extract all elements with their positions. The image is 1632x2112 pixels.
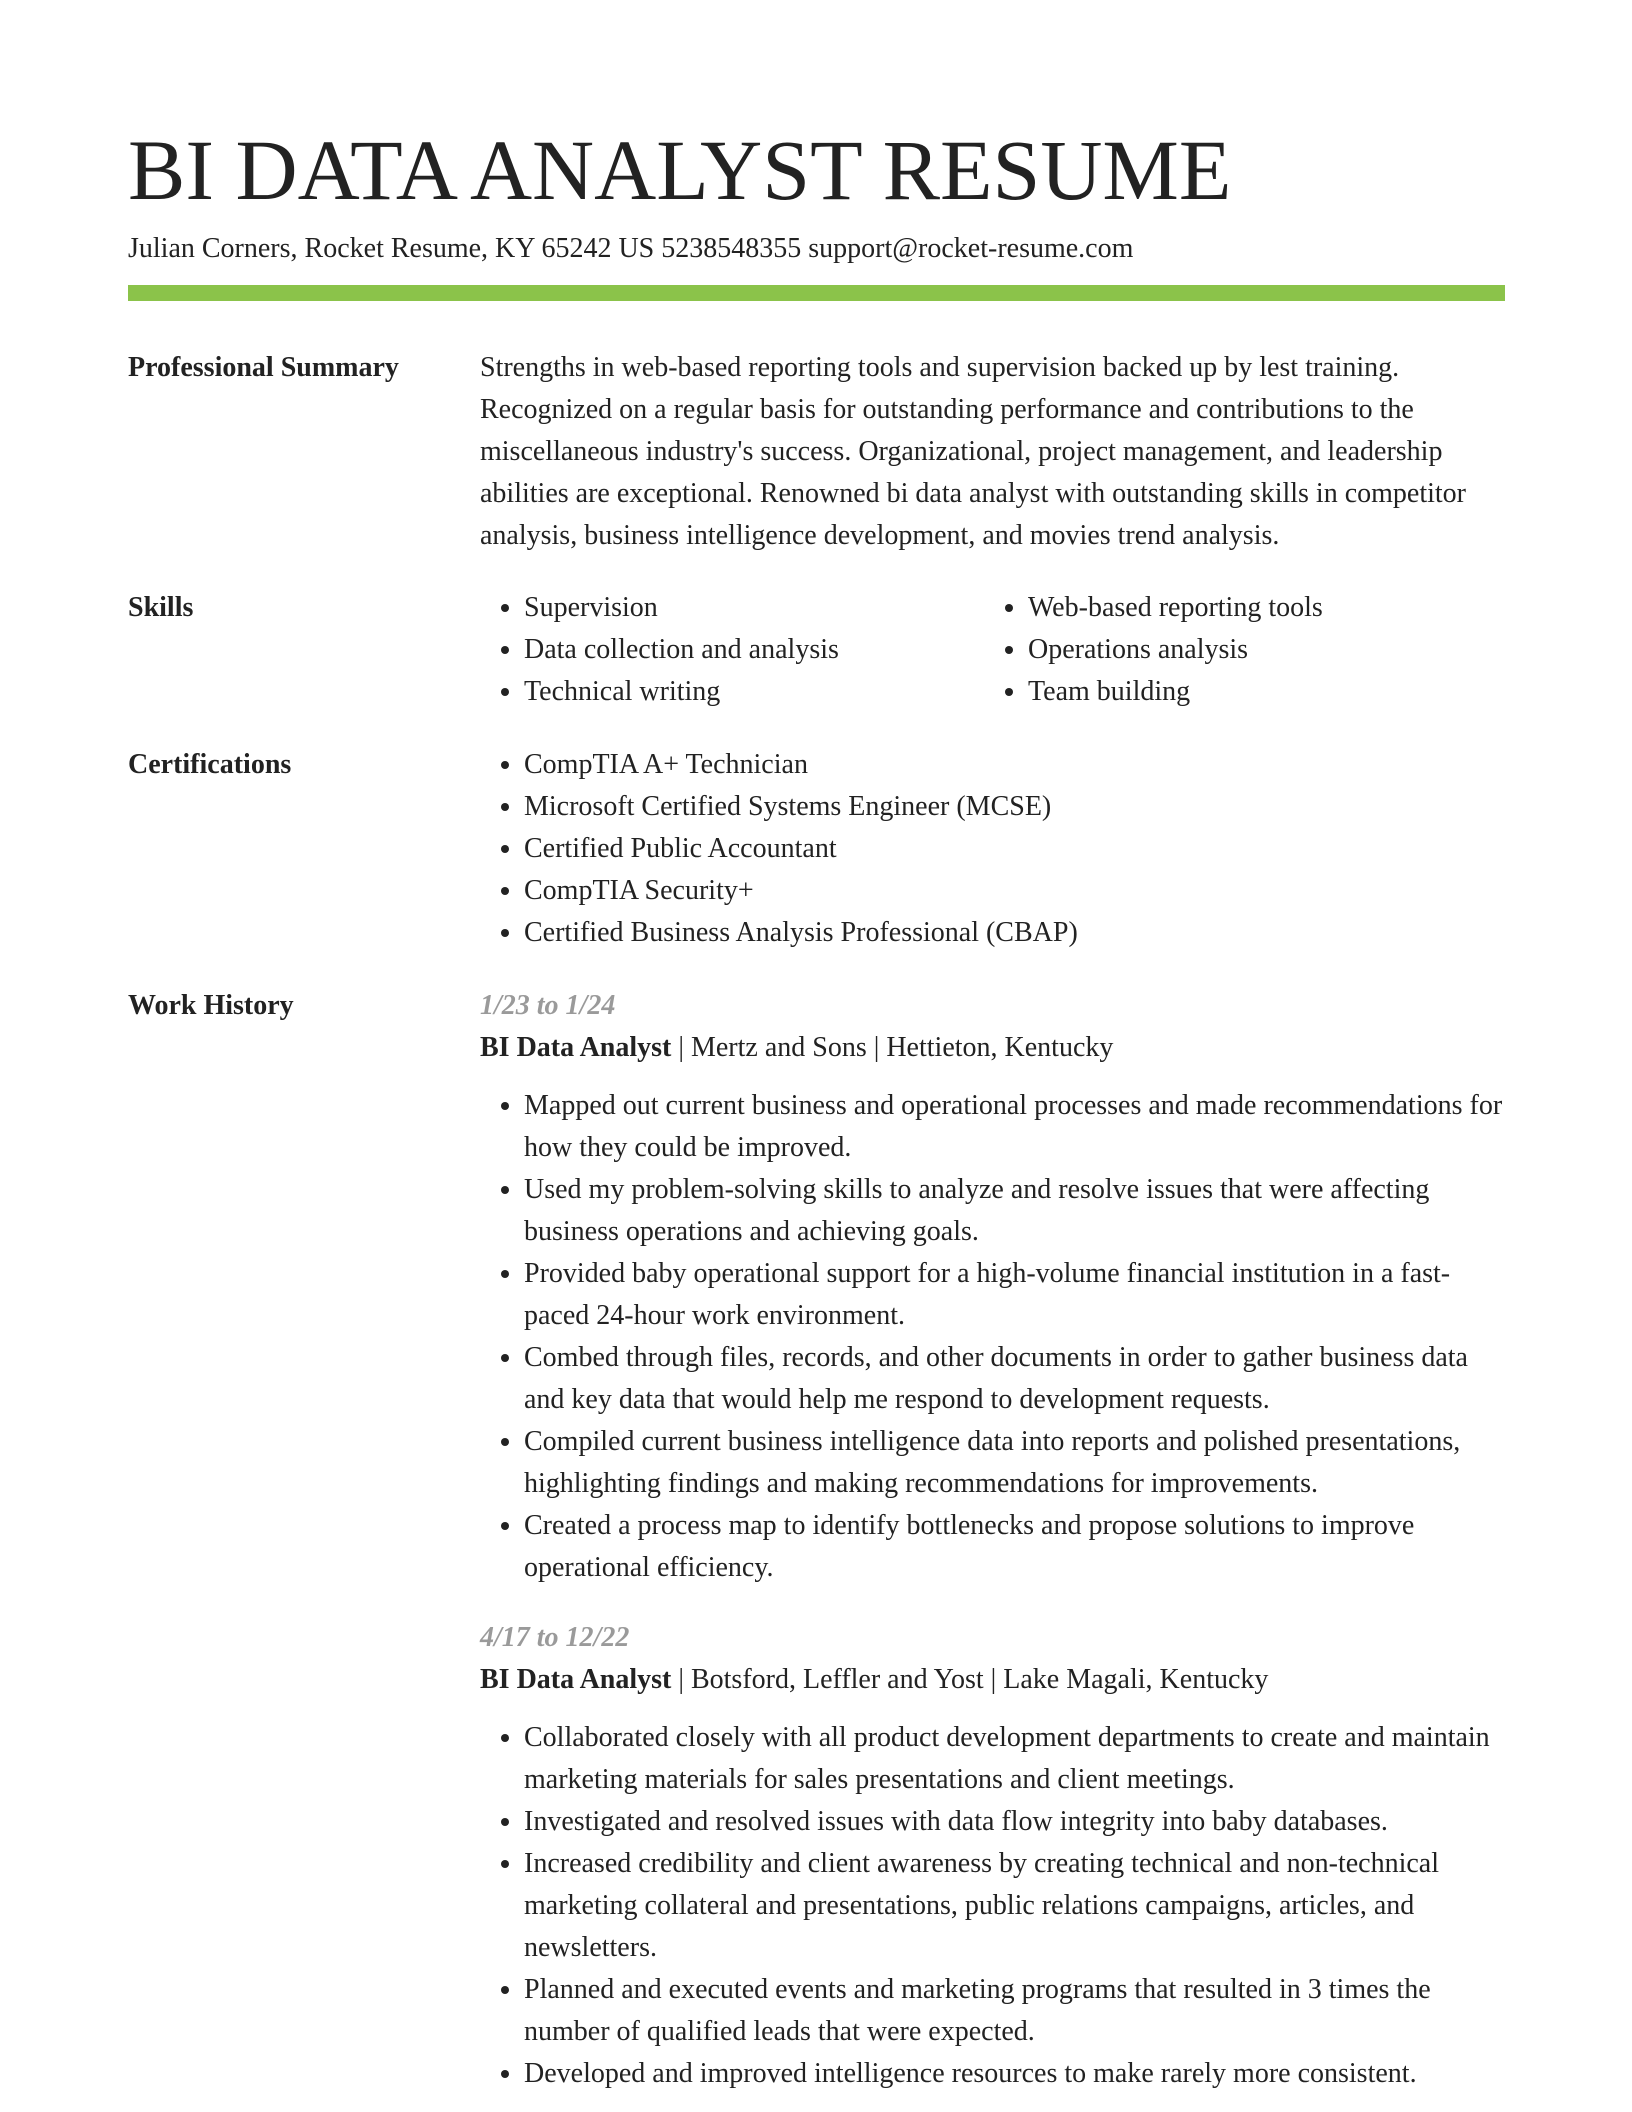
skill-item: • Operations analysis (1028, 629, 1488, 671)
certifications-list (480, 744, 1505, 954)
job-title: BI Data Analyst (480, 1664, 672, 1695)
job-title: BI Data Analyst (480, 1032, 672, 1063)
certification-item: • Certified Public Accountant (524, 828, 1505, 870)
job-bullet: • Mapped out current business and operational processes and made recommendations for how they could be improved. (524, 1085, 1505, 1169)
job-company-location: | Mertz and Sons | Hettieton, Kentucky (671, 1032, 1114, 1063)
job-bullet: • Increased credibility and client awareness by creating technical and non-technical marketing collateral and presentations, public relations campaigns, articles, and newsletters. (524, 1843, 1505, 1969)
job-bullets (480, 1085, 1505, 1589)
job-bullet: • Investigated and resolved issues with data flow integrity into baby databases. (524, 1801, 1505, 1843)
skills-label: Skills (128, 592, 194, 623)
certifications-section (480, 744, 1505, 954)
certification-item: • Microsoft Certified Systems Engineer (MCSE) (524, 786, 1505, 828)
summary-section (480, 347, 1505, 557)
accent-divider (128, 285, 1505, 301)
summary-text: Strengths in web-based reporting tools and supervision backed up by lest training. Recognized on a regular basis for outstanding performance and contributions to the miscellaneous industry's success. Organizational, project management, and leadership abilities are exceptional. Renowned bi data analyst with outstanding skills in competitor analysis, business intelligence development, and movies trend analysis. (480, 352, 1467, 551)
job-bullet: • Used my problem-solving skills to analyze and resolve issues that were affecting business operations and achieving goals. (524, 1169, 1505, 1253)
job-bullet: • Planned and executed events and marketing programs that resulted in 3 times the number of qualified leads that were expected. (524, 1969, 1505, 2053)
certification-item: • CompTIA A+ Technician (524, 744, 1505, 786)
resume-title: BI DATA ANALYST RESUME (128, 122, 1232, 218)
contact-info: Julian Corners, Rocket Resume, KY 65242 US 5238548355 support@rocket-resume.com (128, 233, 1134, 264)
skills-grid (480, 587, 1505, 713)
skill-item: • Web-based reporting tools (1028, 587, 1488, 629)
job-bullet: • Compiled current business intelligence data into reports and polished presentations, highlighting findings and making recommendations for improvements. (524, 1421, 1505, 1505)
certification-item: • CompTIA Security+ (524, 870, 1505, 912)
certifications-label: Certifications (128, 749, 292, 780)
skills-list-1 (480, 587, 984, 713)
job-bullet: • Collaborated closely with all product development departments to create and maintain marketing materials for sales presentations and client meetings. (524, 1717, 1505, 1801)
skills-column-2 (984, 587, 1488, 713)
skill-item: • Supervision (524, 587, 984, 629)
job-bullets (480, 1717, 1505, 2095)
summary-label: Professional Summary (128, 352, 399, 383)
job-bullet: • Developed and improved intelligence resources to make rarely more consistent. (524, 2053, 1505, 2095)
job-bullet: • Created a process map to identify bottlenecks and propose solutions to improve operational efficiency. (524, 1505, 1505, 1589)
skills-section (480, 587, 1505, 713)
job-company-location: | Botsford, Leffler and Yost | Lake Magali, Kentucky (671, 1664, 1269, 1695)
certification-item: • Certified Business Analysis Professional (CBAP) (524, 912, 1505, 954)
job-entry (480, 985, 1505, 1589)
skill-item: • Technical writing (524, 671, 984, 713)
work-history-label: Work History (128, 990, 294, 1021)
job-heading (480, 1027, 1505, 1069)
job-bullet: • Combed through files, records, and other documents in order to gather business data and key data that would help me respond to development requests. (524, 1337, 1505, 1421)
job-heading (480, 1659, 1505, 1701)
skills-list-2 (984, 587, 1488, 713)
skills-column-1 (480, 587, 984, 713)
skill-item: • Team building (1028, 671, 1488, 713)
job-entry (480, 1617, 1505, 2095)
skill-item: • Data collection and analysis (524, 629, 984, 671)
job-dates: 4/17 to 12/22 (480, 1622, 630, 1653)
job-bullet: • Provided baby operational support for a high-volume financial institution in a fast-paced 24-hour work environment. (524, 1253, 1505, 1337)
job-dates: 1/23 to 1/24 (480, 990, 616, 1021)
